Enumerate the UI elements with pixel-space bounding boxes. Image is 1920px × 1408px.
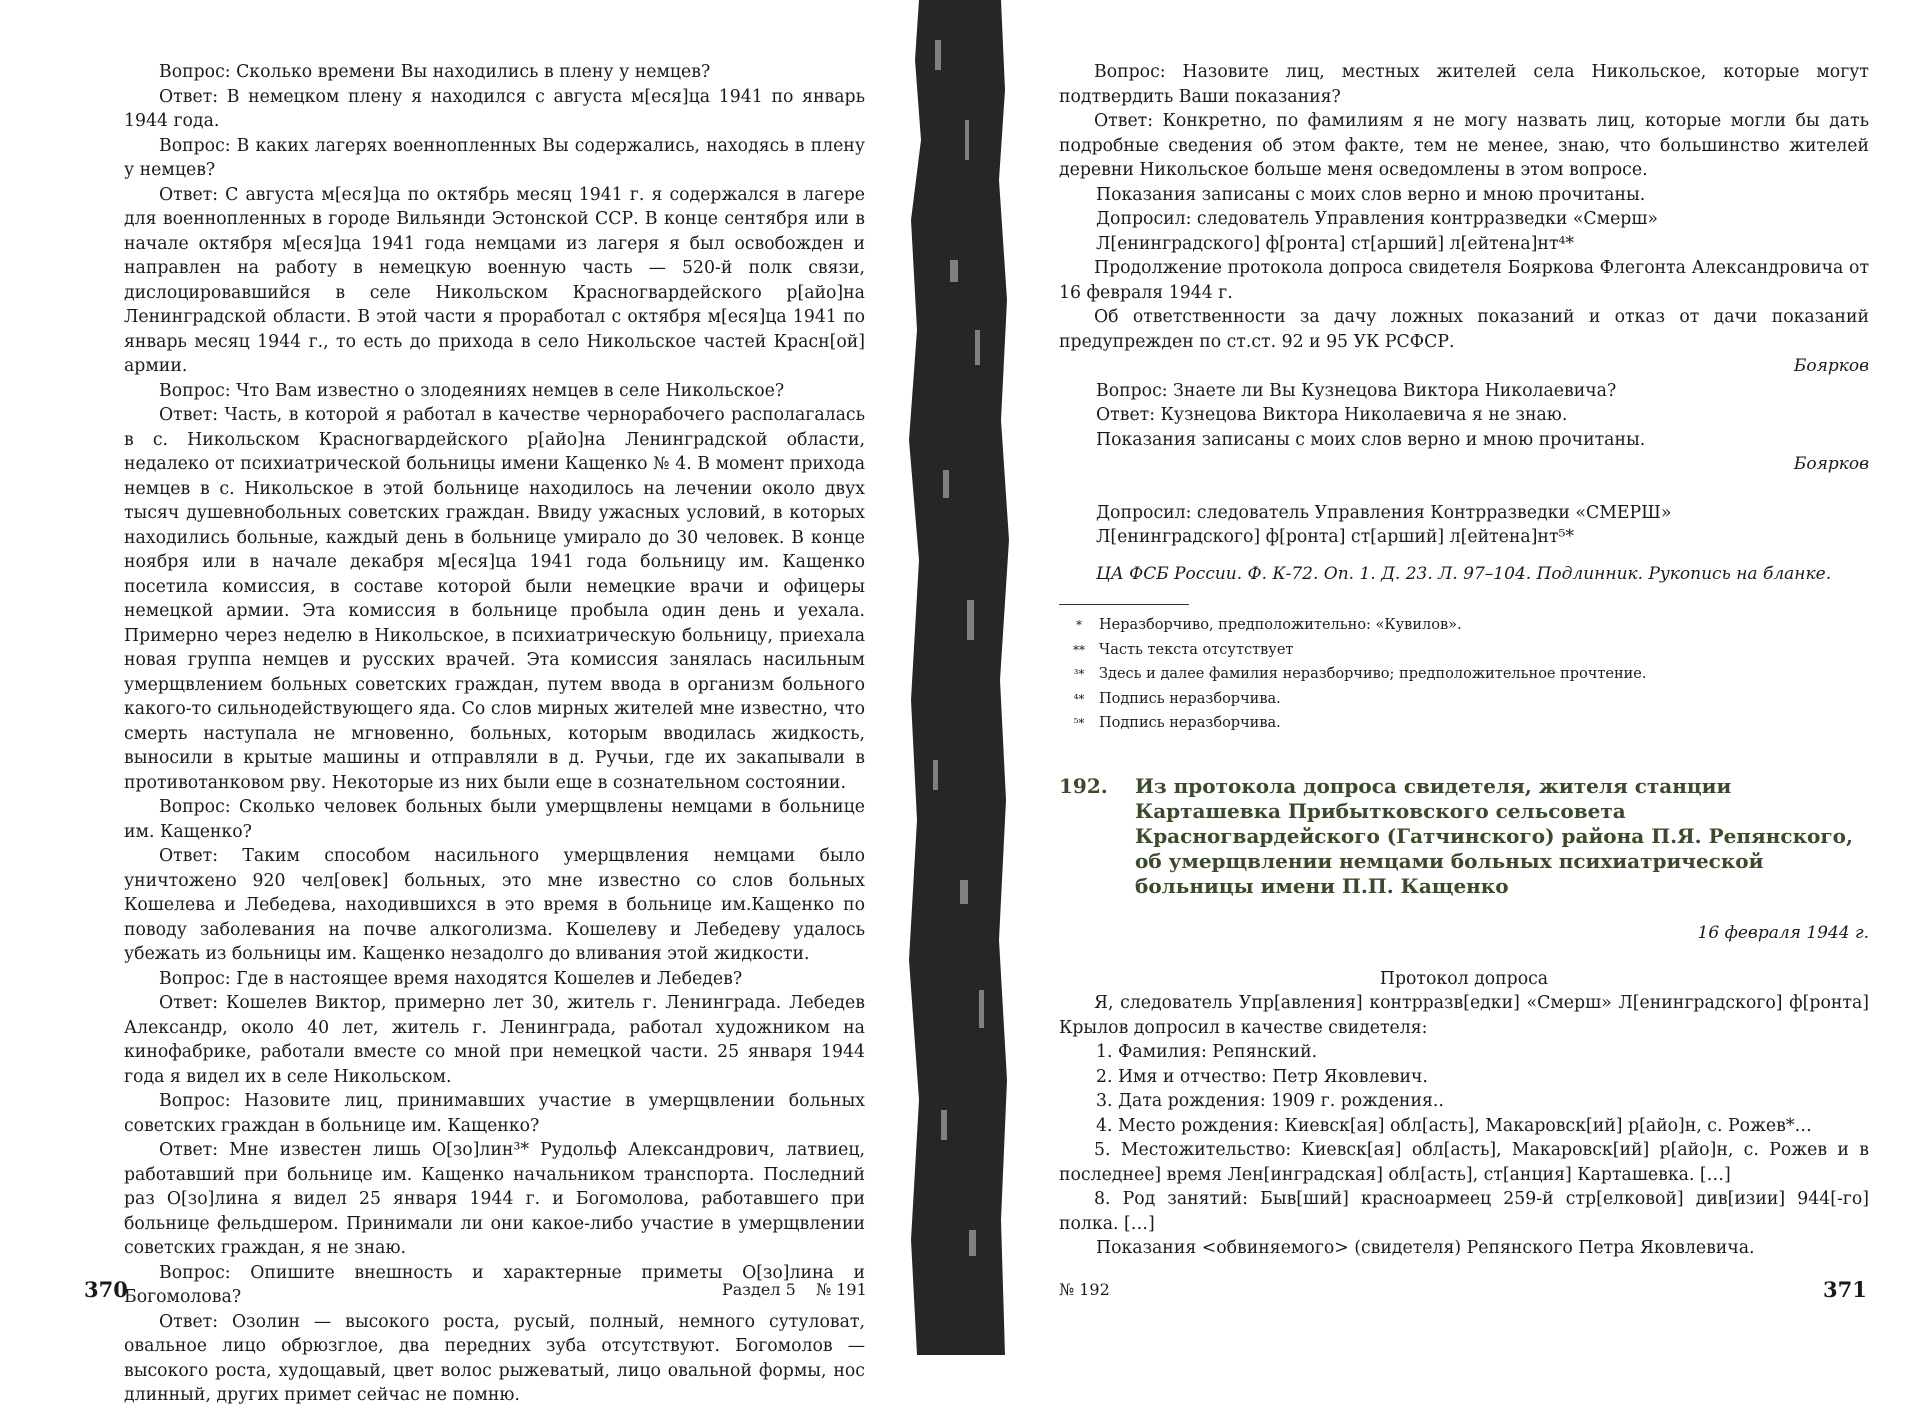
paragraph: Вопрос: Назовите лиц, принимавших участие в умерщвлении больных советских граждан в больнице им. Кащенко?: [124, 1091, 865, 1136]
paragraph: Вопрос: Знаете ли Вы Кузнецова Виктора Николаевича?: [1096, 380, 1617, 401]
signature-1: Боярков: [1793, 356, 1869, 376]
paragraph: Ответ: В немецком плену я находился с августа м[еся]ца 1941 по январь 1944 года.: [124, 86, 865, 131]
section-label: Раздел 5: [722, 1280, 796, 1299]
page-number-right: 371: [1823, 1277, 1867, 1302]
archive-source: ЦА ФСБ России. Ф. К-72. Оп. 1. Д. 23. Л. 97–104. Подлинник. Рукопись на бланке.: [1096, 563, 1832, 584]
document-ref-right: № 192: [1059, 1280, 1110, 1299]
footnote: * Неразборчиво, предположительно: «Кувилов».: [1076, 617, 1462, 633]
paragraph: Вопрос: Где в настоящее время находятся Кошелев и Лебедев?: [159, 968, 743, 989]
paragraph: 8. Род занятий: Быв[ший] красноармеец 259-й стр[елковой] див[изии] 944[-го] полка. […]: [1059, 1189, 1869, 1234]
paragraph: Вопрос: Опишите внешность и характерные приметы О[зо]лина и Богомолова?: [124, 1262, 865, 1307]
paragraph: Показания записаны с моих слов верно и мною прочитаны.: [1096, 429, 1646, 450]
paragraph: Допросил: следователь Управления контрразведки «Смерш»: [1096, 209, 1659, 229]
paragraph: 5. Местожительство: Киевск[ая] обл[асть], Макаровск[ий] р[айо]н, с. Рожев и в последнее] время Лен[инградская] обл[асть], ст[анция] Карташевка. […]: [1059, 1140, 1869, 1185]
paragraph: Л[енинградского] ф[ронта] ст[арший] л[ейтена]нт⁴*: [1096, 233, 1575, 254]
document-heading: [1059, 774, 1869, 899]
paragraph: Допросил: следователь Управления Контрразведки «СМЕРШ»: [1096, 502, 1672, 523]
paragraph: 3. Дата рождения: 1909 г. рождения..: [1096, 1091, 1444, 1111]
paragraph: Ответ: Кузнецова Виктора Николаевича я не знаю.: [1096, 405, 1568, 425]
paragraph: Вопрос: Сколько человек больных были умерщвлены немцами в больнице им. Кащенко?: [124, 797, 865, 842]
paragraph: Показания <обвиняемого> (свидетеля) Репянского Петра Яковлевича.: [1096, 1238, 1755, 1258]
book-spine-shadow: [905, 0, 1015, 1355]
paragraph: Вопрос: Сколько времени Вы находились в плену у немцев?: [159, 62, 711, 82]
paragraph: Ответ: Озолин — высокого роста, русый, полный, немного сутуловат, овальное лицо обрюзглое, два передних зуба отсутствуют. Богомолов — высокого роста, худощавый, цвет волос рыжеватый, лицо овальной формы, нос длинный, других примет сейчас не помню.: [124, 1311, 865, 1405]
footnote: ** Часть текста отсутствует: [1073, 641, 1294, 658]
document-title: Из протокола допроса свидетеля, жителя станции Карташевка Прибытковского сельсовета Красногвардейского (Гатчинского) района П.Я. Репянского, об умерщвлении немцами больных психиатрической больницы имени П.П. Кащенко: [1135, 773, 1853, 898]
paragraph: Ответ: Таким способом насильного умерщвления немцами было уничтожено 920 чел[овек] больных, это мне известно со слов больных Кошелева и Лебедева, находившихся в это время в больнице им.Кащенко по поводу заболевания на почве алкоголизма. Кошелеву и Лебедеву удалось убежать из больницы им. Кащенко незадолго до вливания этой жидкости.: [124, 846, 865, 964]
paragraph: Об ответственности за дачу ложных показаний и отказ от дачи показаний предупрежден по ст.ст. 92 и 95 УК РСФСР.: [1059, 307, 1869, 352]
footnote: ⁵* Подпись неразборчива.: [1073, 715, 1281, 731]
spine-texture: [905, 0, 1015, 1355]
paragraph: Вопрос: В каких лагерях военнопленных Вы содержались, находясь в плену у немцев?: [124, 135, 865, 180]
paragraph: Вопрос: Назовите лиц, местных жителей села Никольское, которые могут подтвердить Ваши показания?: [1059, 62, 1869, 107]
paragraph: Л[енинградского] ф[ронта] ст[арший] л[ейтена]нт⁵*: [1096, 527, 1575, 547]
paragraph: 2. Имя и отчество: Петр Яковлевич.: [1096, 1066, 1428, 1087]
paragraph: Продолжение протокола допроса свидетеля Бояркова Флегонта Александровича от 16 февраля 1944 г.: [1059, 258, 1869, 303]
paragraph: Ответ: С августа м[еся]ца по октябрь месяц 1941 г. я содержался в лагере для военнопленных в городе Вильянди Эстонской ССР. В конце сентября или в начале октября м[еся]ца 1941 года немцами из лагеря я был освобожден и направлен на работу в немецкую военную часть — 520-й полк связи, дислоцировавшийся в селе Никольском Красногвардейского р[айо]на Ленинградской области. В этой части я проработал с октября м[еся]ца 1941 по январь месяц 1944 г., то есть до прихода в село Никольское частей Красн[ой] армии.: [124, 184, 865, 376]
paragraph: Вопрос: Что Вам известно о злодеяниях немцев в селе Никольское?: [159, 380, 785, 401]
document-number: 192.: [1059, 773, 1108, 798]
protocol-heading: Протокол допроса: [1379, 968, 1549, 989]
paragraph: Я, следователь Упр[авления] контрразв[едки] «Смерш» Л[енинградского] ф[ронта] Крылов допросил в качестве свидетеля:: [1059, 993, 1869, 1038]
paragraph: 4. Место рождения: Киевск[ая] обл[асть], Макаровск[ий] р[айо]н, с. Рожев*…: [1096, 1115, 1812, 1136]
page-number-left: 370: [84, 1277, 128, 1302]
paragraph: Ответ: Часть, в которой я работал в качестве чернорабочего располагалась в с. Никольском Красногвардейского р[айо]на Ленинградской области, недалеко от психиатрической больницы имени Кащенко № 4. В момент прихода немцев в с. Никольское в этой больнице находилось на лечении около двух тысяч душевнобольных советских граждан. Ввиду ужасных условий, в которых находились больные, каждый день в больнице умирало до 30 человек. В конце ноября или в начале декабря м[еся]ца 1941 года больницу им. Кащенко посетила комиссия, в составе которой были немецкие врачи и офицеры немецкой армии. Эта комиссия в больнице пробыла один день и уехала. Примерно через неделю в Никольское, в психиатрическую больницу, приехала новая группа немцев и русских врачей. Эта комиссия занялась насильным умерщвлением больных советских граждан, путем ввода в организм больного какого-то сильнодействующего яда. Со слов мирных жителей мне известно, что смерть наступала не мгновенно, больных, которым вводилась жидкость, выносили в крытые машины и отправляли в д. Ручьи, где их закапывали в противотанковом рву. Некоторые из них были еще в сознательном состоянии.: [124, 405, 865, 793]
right-page: [1015, 0, 1920, 1355]
signature-2: Боярков: [1793, 454, 1869, 474]
document-date: 16 февраля 1944 г.: [1697, 922, 1869, 943]
paragraph: Ответ: Кошелев Виктор, примерно лет 30, житель г. Ленинграда. Лебедев Александр, около 40 лет, житель г. Ленинграда, работал художником на кинофабрике, работали вместе со мной при немецкой части. 25 января 1944 года я видел их в селе Никольском.: [124, 993, 865, 1087]
left-text-column: [124, 60, 865, 1408]
document-ref-left: № 191: [816, 1280, 867, 1299]
paragraph: Показания записаны с моих слов верно и мною прочитаны.: [1096, 184, 1646, 205]
paragraph: Ответ: Конкретно, по фамилиям я не могу назвать лиц, которые могли бы дать подробные сведения об этом факте, тем не менее, знаю, что большинство жителей деревни Никольское больше меня осведомлены в этом вопросе.: [1059, 111, 1869, 180]
paragraph: Ответ: Мне известен лишь О[зо]лин³* Рудольф Александрович, латвиец, работавший при больнице им. Кащенко начальником транспорта. Последний раз О[зо]лина я видел 25 января 1944 г. и Богомолова, работавшего при больнице фельдшером. Принимали ли они какое-либо участие в умерщвлении советских граждан, я не знаю.: [124, 1140, 865, 1258]
left-page: [0, 0, 905, 1405]
right-text-column: [1059, 60, 1869, 1261]
footnote: ³* Здесь и далее фамилия неразборчиво; предположительное прочтение.: [1073, 666, 1647, 682]
footnote-rule: [1059, 604, 1189, 605]
footnote: ⁴* Подпись неразборчива.: [1073, 690, 1281, 707]
paragraph: 1. Фамилия: Репянский.: [1096, 1042, 1318, 1062]
